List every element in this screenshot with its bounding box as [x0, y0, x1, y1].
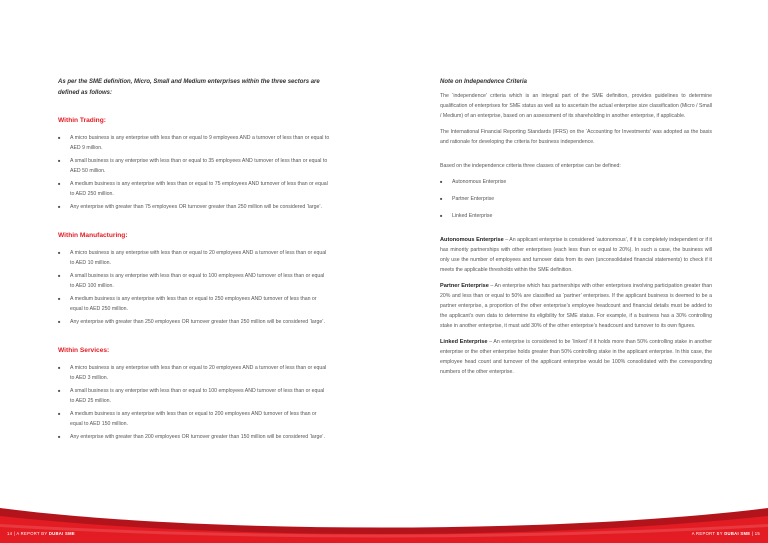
list-item: ■ A micro business is any enterprise with less than or equal to 9 employees AND a turnover of less than or equal to AED 9 million.	[58, 133, 330, 153]
linked-enterprise-paragraph	[440, 337, 712, 377]
classes-intro-paragraph: Based on the independence criteria three classes of enterprise can be defined:	[440, 163, 621, 169]
list-item: ■ Partner Enterprise	[440, 194, 712, 204]
list-item: ■ Any enterprise with greater than 250 employees OR turnover greater than 250 million will be considered ‘large’.	[58, 317, 330, 327]
list-item: ■ Linked Enterprise	[440, 211, 712, 221]
trading-criteria-list	[58, 133, 330, 212]
right-column	[440, 77, 712, 383]
linked-description: – An enterprise is considered to be ‘linked’ if it holds more than 50% controlling stake in another enterprise or the other enterprise holds greater than 50% controlling stake in the applicant enterprise. In this case, the employee head count and turnover of the applicant enterprise would be 100% consolidated with the corresponding numbers of the other enterprise.	[440, 339, 713, 375]
autonomous-term: Autonomous Enterprise	[440, 237, 504, 243]
footer-report-label-left: A REPORT BY	[16, 531, 48, 536]
footer-right-page: A REPORT BY DUBAI SME | 15	[691, 531, 760, 536]
sector-title-trading: Within Trading:	[58, 117, 106, 124]
list-item: ■ A small business is any enterprise with less than or equal to 35 employees AND turnover of less than or equal to AED 50 million.	[58, 156, 330, 176]
list-item: ■ A small business is any enterprise with less than or equal to 100 employees AND turnover of less than or equal to AED 25 million.	[58, 386, 330, 406]
list-item: ■ Any enterprise with greater than 75 employees OR turnover greater than 250 million will be considered ‘large’.	[58, 202, 330, 212]
partner-term: Partner Enterprise	[440, 283, 489, 289]
partner-description: – An enterprise which has partnerships with other enterprises involving participation greater than 20% and less than or equal to 50% are classified as ‘partner’ enterprises. If the applicant business is deemed to be a partner enterprise, a proportion of the other enterprise’s employee headcount and financial details must be added to the applicant’s own data to determine its eligibility for SME status. For example, if a business has a 30% controlling stake in another enterprise, it must add 30% of the other enterprise’s headcount and turnover to its own figures.	[440, 283, 712, 329]
independence-note-title: Note on Independence Criteria	[440, 79, 528, 85]
footer-red-swoosh	[0, 488, 768, 543]
linked-term: Linked Enterprise	[440, 339, 488, 345]
sector-trading	[58, 116, 330, 212]
list-item: ■ A medium business is any enterprise with less than or equal to 200 employees AND turnover of less than or equal to AED 150 million.	[58, 409, 330, 429]
page-number-right: 15	[754, 531, 760, 536]
sector-manufacturing	[58, 231, 330, 327]
partner-enterprise-paragraph	[440, 281, 712, 331]
sme-definition-intro: As per the SME definition, Micro, Small and Medium enterprises within the three sectors are defined as follows:	[58, 79, 320, 96]
list-item: ■ A micro business is any enterprise with less than or equal to 20 employees AND a turnover of less than or equal to AED 10 million.	[58, 248, 330, 268]
left-column	[58, 77, 330, 461]
list-item: ■ Any enterprise with greater than 200 employees OR turnover greater than 150 million will be considered ‘large’.	[58, 432, 330, 442]
services-criteria-list	[58, 363, 330, 442]
sector-title-services: Within Services:	[58, 347, 110, 354]
footer-left-page: 14 | A REPORT BY DUBAI SME	[7, 531, 76, 536]
manufacturing-criteria-list	[58, 248, 330, 327]
footer-brand-right: DUBAI SME	[724, 531, 751, 536]
footer-report-label-right: A REPORT BY	[691, 531, 723, 536]
enterprise-classes-list	[440, 177, 712, 221]
list-item: ■ A micro business is any enterprise with less than or equal to 20 employees AND a turnover of less than or equal to AED 3 million.	[58, 363, 330, 383]
autonomous-description: – An applicant enterprise is considered ‘autonomous’, if it is completely independent or if it has minority partnerships with other enterprises (each less than or equal to 20%). In such a case, the business will only use the number of employees and turnover data from its own (unconsolidated financial statements) to check if it meets the applicable thresholds within the SME definition.	[440, 237, 712, 273]
sector-title-manufacturing: Within Manufacturing:	[58, 232, 128, 239]
sector-services	[58, 346, 330, 442]
autonomous-enterprise-paragraph	[440, 235, 712, 275]
ifrs-paragraph: The International Financial Reporting Standards (IFRS) on the ‘Accounting for Investments’ was adopted as the basis and rationale for developing the criteria for business independence.	[440, 129, 712, 145]
list-item: ■ A medium business is any enterprise with less than or equal to 250 employees AND turnover of less than or equal to AED 250 million.	[58, 294, 330, 314]
footer-brand-left: DUBAI SME	[48, 531, 76, 536]
independence-paragraph: The ‘independence’ criteria which is an integral part of the SME definition, provides guidelines to determine qualification of enterprises for SME status as well as to ascertain the actual enterprise size classification (Micro / Small / Medium) of an enterprise, based on an assessment of its shareholding in another enterprise, if applicable.	[440, 93, 712, 119]
page-number-left: 14	[7, 531, 13, 536]
list-item: ■ A medium business is any enterprise with less than or equal to 75 employees AND turnover of less than or equal to AED 250 million.	[58, 179, 330, 199]
list-item: ■ Autonomous Enterprise	[440, 177, 712, 187]
list-item: ■ A small business is any enterprise with less than or equal to 100 employees AND turnover of less than or equal to AED 100 million.	[58, 271, 330, 291]
